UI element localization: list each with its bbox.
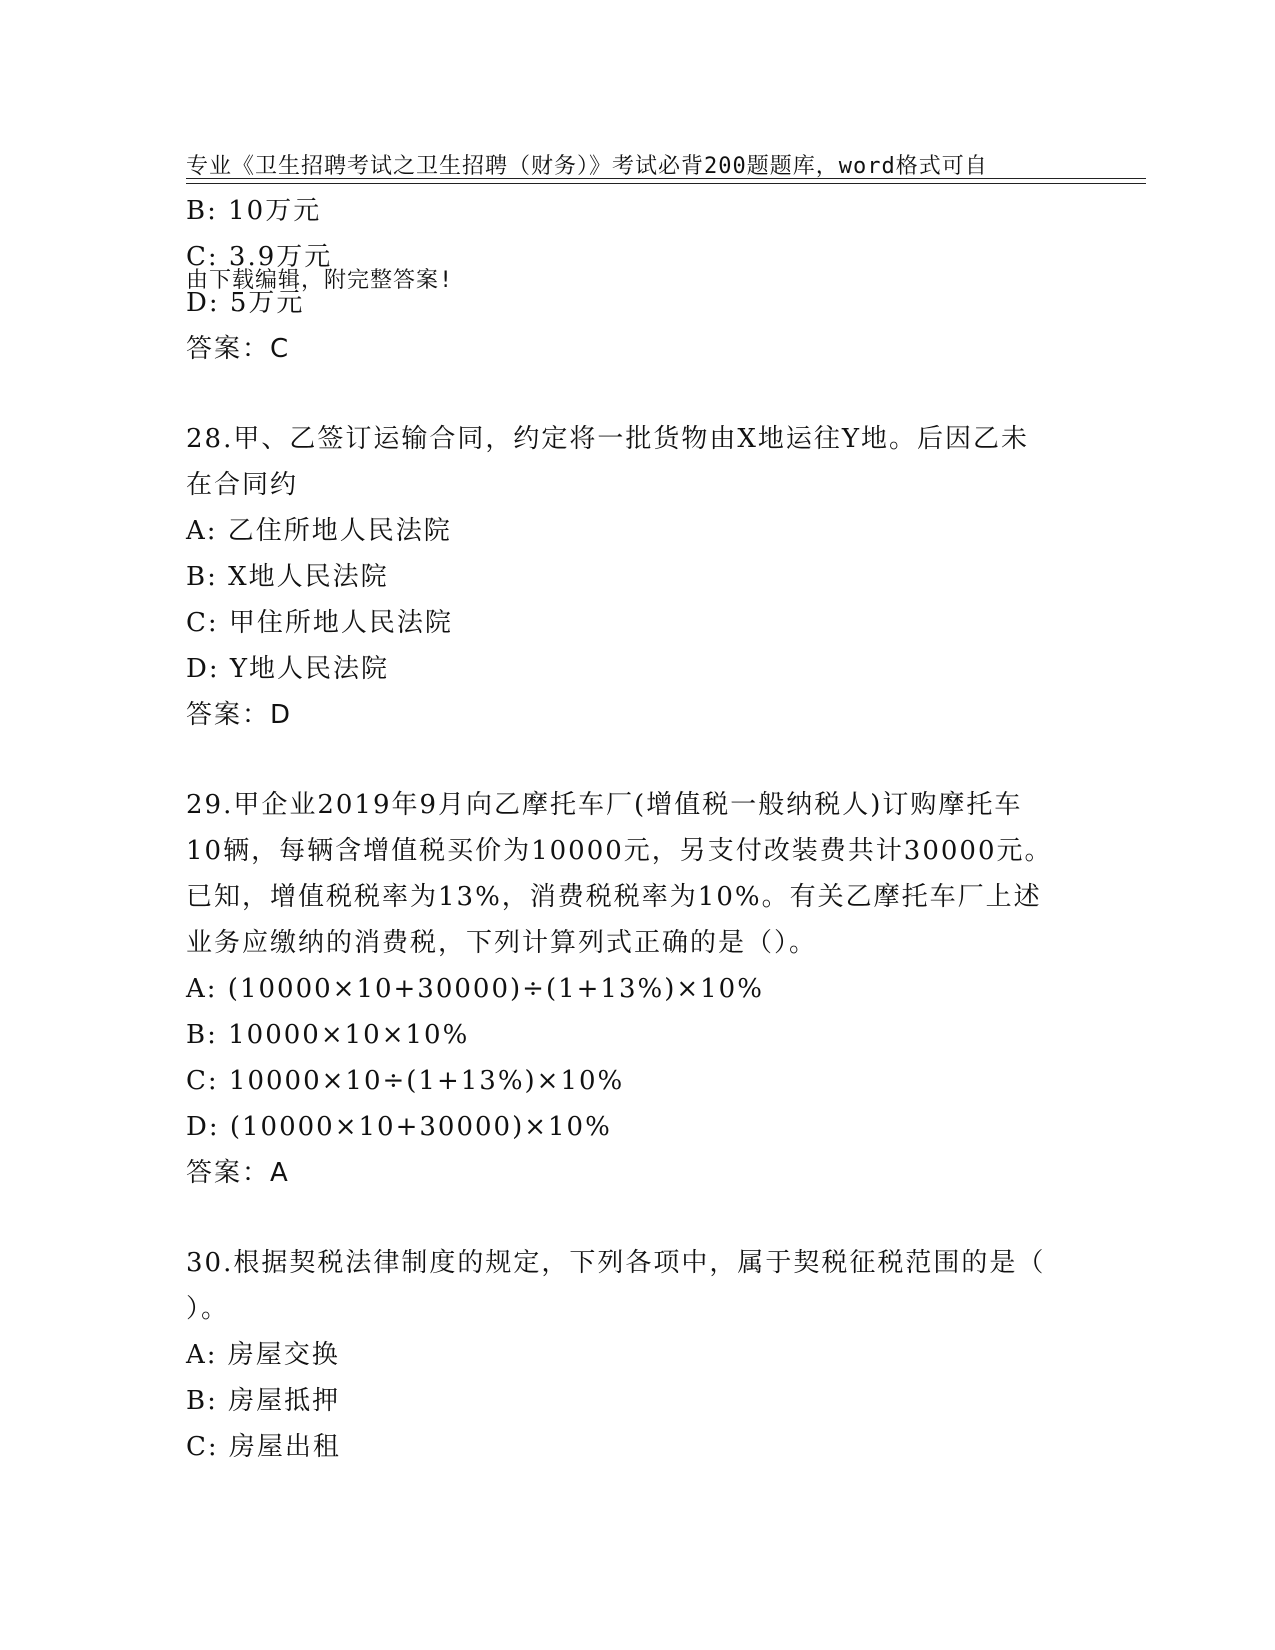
question-stem-line: 30.根据契税法律制度的规定，下列各项中，属于契税征税范围的是（ <box>186 1248 1046 1278</box>
question-stem-line: 业务应缴纳的消费税，下列计算列式正确的是（）。 <box>186 928 818 958</box>
option-d: D: Y地人民法院 <box>186 654 390 684</box>
answer-line: 答案：A <box>186 1158 290 1188</box>
question-27-continued <box>186 188 1066 372</box>
header-divider-bottom <box>186 183 1146 184</box>
header-line-1: 专业《卫生招聘考试之卫生招聘（财务）》考试必背200题题库，word格式可自 <box>186 154 988 179</box>
option-c: C: 甲住所地人民法院 <box>186 608 453 638</box>
question-stem-line: 在合同约 <box>186 470 299 500</box>
option-d: D: (10000×10+30000)×10% <box>186 1112 612 1142</box>
option-a: A: 房屋交换 <box>186 1340 340 1370</box>
header-line-2: 由下载编辑，附完整答案! <box>186 268 454 293</box>
question-gap <box>186 372 1066 416</box>
option-b: B: 房屋抵押 <box>186 1386 341 1416</box>
question-stem-line: 29.甲企业2019年9月向乙摩托车厂(增值税一般纳税人)订购摩托车 <box>186 790 1023 820</box>
header-divider-top <box>186 178 1146 179</box>
option-b: B: 10万元 <box>186 196 322 226</box>
option-b: B: X地人民法院 <box>186 562 389 592</box>
option-a: A: 乙住所地人民法院 <box>186 516 452 546</box>
question-stem-line: 28.甲、乙签订运输合同，约定将一批货物由X地运往Y地。后因乙未 <box>186 424 1030 454</box>
option-b: B: 10000×10×10% <box>186 1020 470 1050</box>
option-c: C: 3.9万元 <box>186 242 333 272</box>
option-d: D: 5万元 <box>186 288 305 318</box>
document-body <box>186 188 1066 1470</box>
question-28 <box>186 416 1066 738</box>
answer-line: 答案：D <box>186 700 293 730</box>
question-29 <box>186 782 1066 1196</box>
option-c: C: 10000×10÷(1+13%)×10% <box>186 1066 625 1096</box>
option-c: C: 房屋出租 <box>186 1432 341 1462</box>
question-gap <box>186 1196 1066 1240</box>
question-stem-line: 已知，增值税税率为13%，消费税税率为10%。有关乙摩托车厂上述 <box>186 882 1042 912</box>
question-stem-line: ）。 <box>186 1294 230 1324</box>
question-gap <box>186 738 1066 782</box>
question-stem-line: 10辆，每辆含增值税买价为10000元，另支付改装费共计30000元。 <box>186 836 1053 866</box>
question-30 <box>186 1240 1066 1470</box>
option-a: A: (10000×10+30000)÷(1+13%)×10% <box>186 974 764 1004</box>
answer-line: 答案：C <box>186 334 291 364</box>
